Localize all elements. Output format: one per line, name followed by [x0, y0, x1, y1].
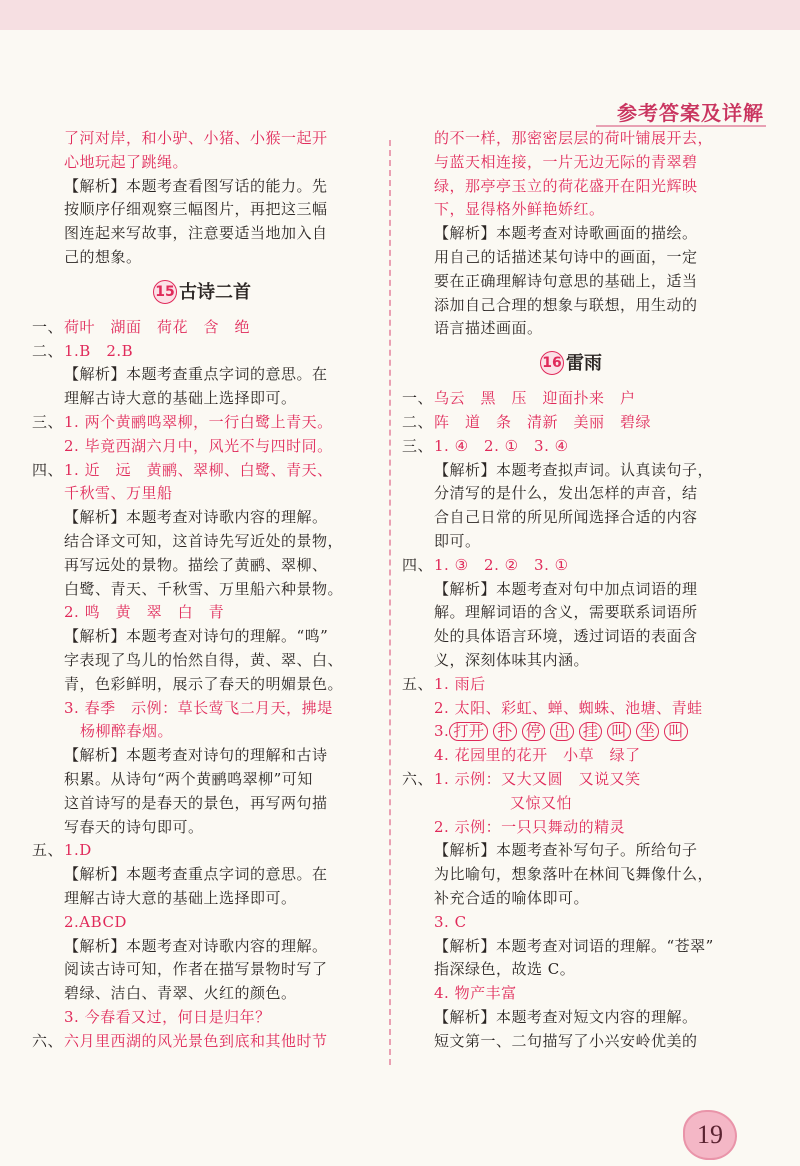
answer-text: 1. 近 远 黄鹂、翠柳、白鹭、青天、 — [64, 460, 333, 479]
lesson-number: 16 — [540, 351, 564, 375]
question-item — [32, 1030, 372, 1054]
answer-line: 4. 物产丰富 — [434, 984, 517, 1003]
analysis-line: 要在正确理解诗句意思的基础上，适当 — [434, 271, 698, 290]
analysis-line: 【解析】本题考查对诗句的理解和古诗 — [64, 746, 328, 765]
answer-line: 4. 花园里的花开 小草 绿了 — [434, 746, 641, 765]
top-band — [0, 0, 800, 30]
circled-word: 扑 — [493, 722, 517, 741]
answer-line: 与蓝天相连接，一片无边无际的青翠碧 — [434, 152, 698, 171]
question-item — [402, 387, 740, 411]
analysis-line: 【解析】本题考查对词语的理解。“苍翠” — [434, 936, 714, 955]
answer-text: 1. 两个黄鹂鸣翠柳，一行白鹭上青天。 — [64, 412, 333, 431]
analysis-line: 处的具体语言环境，透过词语的表面含 — [434, 627, 698, 646]
analysis-line: 青，色彩鲜明，展示了春天的明媚景色。 — [64, 674, 344, 693]
analysis-line: 【解析】本题考查重点字词的意思。在 — [64, 865, 328, 884]
analysis-line: 【解析】本题考查拟声词。认真读句子， — [434, 460, 714, 479]
analysis-line: 【解析】本题考查对句中加点词语的理 — [434, 579, 698, 598]
lesson-heading — [402, 341, 740, 387]
answer-line: 3. 春季 示例：草长莺飞二月天，拂堤 — [64, 698, 333, 717]
answer-text: 1.B 2.B — [64, 341, 134, 360]
page-number-badge: 19 — [683, 1110, 737, 1160]
analysis-line: 字表现了鸟儿的怡然自得，黄、翠、白、 — [64, 650, 344, 669]
answer-line: 千秋雪、万里船 — [64, 484, 173, 503]
answer-text: 1. ④ 2. ① 3. ④ — [434, 436, 569, 455]
answer-line: 杨柳醉春烟。 — [80, 722, 174, 741]
answer-line: 3. 今春看又过，何日是归年？ — [64, 1007, 271, 1026]
lesson-number: 15 — [153, 280, 177, 304]
answer-line: 了河对岸，和小驴、小猪、小猴一起开 — [64, 129, 328, 147]
analysis-line: 合自己日常的所见所闻选择合适的内容 — [434, 508, 698, 527]
circled-word: 打开 — [449, 722, 488, 741]
answer-prefix: 3. — [434, 722, 450, 741]
question-item — [402, 411, 740, 435]
analysis-line: 添加自己合理的想象与联想，用生动的 — [434, 295, 698, 314]
analysis-line: 用自己的话描述某句诗中的画面，一定 — [434, 247, 698, 266]
analysis-line: 理解古诗大意的基础上选择即可。 — [64, 888, 297, 907]
question-item — [32, 340, 372, 364]
question-item — [402, 768, 740, 792]
answer-line: 2. 太阳、彩虹、蝉、蜘蛛、池塘、青蛙 — [434, 698, 703, 717]
analysis-line: 【解析】本题考查对短文内容的理解。 — [434, 1007, 698, 1026]
circled-word: 叫 — [607, 722, 631, 741]
answer-text: 阵 道 条 清新 美丽 碧绿 — [434, 412, 652, 431]
analysis-line: 【解析】本题考查补写句子。所给句子 — [434, 841, 698, 860]
analysis-line: 碧绿、洁白、青翠、火红的颜色。 — [64, 984, 297, 1003]
question-item — [32, 411, 372, 435]
answer-line: 2.ABCD — [64, 912, 127, 931]
lesson-heading — [32, 270, 372, 316]
question-marker: 四、 — [32, 460, 64, 479]
page-header-title: 参考答案及详解 — [617, 101, 764, 125]
answer-text: 1. 示例：又大又圆 又说又笑 — [434, 769, 641, 788]
analysis-line: 补充合适的喻体即可。 — [434, 888, 590, 907]
answer-text: 1. ③ 2. ② 3. ① — [434, 555, 569, 574]
analysis-line: 这首诗写的是春天的景色，再写两句描 — [64, 793, 328, 812]
analysis-line: 【解析】本题考查对诗歌画面的描绘。 — [434, 224, 698, 243]
analysis-line: 即可。 — [434, 531, 481, 550]
circled-word: 坐 — [636, 722, 660, 741]
analysis-line: 结合译文可知，这首诗先写近处的景物， — [64, 531, 344, 550]
column-divider — [389, 140, 391, 1065]
question-item — [402, 554, 740, 578]
answer-line: 又惊又怕 — [510, 793, 573, 812]
question-marker: 一、 — [402, 389, 434, 408]
analysis-line: 积累。从诗句“两个黄鹂鸣翠柳”可知 — [64, 769, 313, 788]
answer-line: 下，显得格外鲜艳娇红。 — [434, 200, 605, 219]
lesson-title: 古诗二首 — [179, 281, 251, 303]
answer-line: 3. C — [434, 912, 467, 931]
question-marker: 六、 — [402, 769, 434, 788]
analysis-line: 【解析】本题考查看图写话的能力。先 — [64, 176, 328, 195]
question-marker: 一、 — [32, 317, 64, 336]
analysis-line: 【解析】本题考查重点字词的意思。在 — [64, 365, 328, 384]
left-column — [32, 127, 372, 1053]
analysis-line: 阅读古诗可知，作者在描写景物时写了 — [64, 960, 328, 979]
analysis-line: 分清写的是什么，发出怎样的声音，结 — [434, 484, 698, 503]
analysis-line: 白鹭、青天、千秋雪、万里船六种景物。 — [64, 579, 344, 598]
circled-word: 挂 — [579, 722, 603, 741]
analysis-line: 为比喻句，想象落叶在林间飞舞像什么， — [434, 865, 714, 884]
analysis-line: 义，深刻体味其内涵。 — [434, 650, 590, 669]
analysis-line: 理解古诗大意的基础上选择即可。 — [64, 389, 297, 408]
analysis-line: 再写远处的景物。描绘了黄鹂、翠柳、 — [64, 555, 328, 574]
answer-line: 2. 毕竟西湖六月中，风光不与四时同。 — [64, 436, 333, 455]
answer-text: 荷叶 湖面 荷花 含 绝 — [64, 317, 251, 336]
circled-words-line — [402, 720, 740, 744]
circled-words — [449, 722, 693, 740]
analysis-line: 解。理解词语的含义，需要联系词语所 — [434, 603, 698, 622]
question-item — [32, 316, 372, 340]
analysis-line: 【解析】本题考查对诗句的理解。“鸣” — [64, 627, 329, 646]
question-marker: 四、 — [402, 555, 434, 574]
answer-line: 心地玩起了跳绳。 — [64, 152, 189, 171]
analysis-line: 己的想象。 — [64, 247, 142, 266]
analysis-line: 按顺序仔细观察三幅图片，再把这三幅 — [64, 200, 328, 219]
question-marker: 三、 — [32, 412, 64, 431]
question-item — [402, 435, 740, 459]
analysis-line: 【解析】本题考查对诗歌内容的理解。 — [64, 936, 328, 955]
question-marker: 二、 — [32, 341, 64, 360]
analysis-line: 短文第一、二句描写了小兴安岭优美的 — [434, 1031, 698, 1050]
answer-line: 2. 鸣 黄 翠 白 青 — [64, 603, 225, 622]
answer-text: 乌云 黑 压 迎面扑来 户 — [434, 389, 636, 408]
answer-text: 六月里西湖的风光景色到底和其他时节 — [64, 1031, 328, 1050]
answer-text: 1.D — [64, 841, 92, 860]
question-marker: 五、 — [32, 841, 64, 860]
analysis-line: 图连起来写故事，注意要适当地加入自 — [64, 224, 328, 243]
circled-word: 叫 — [664, 722, 688, 741]
question-item — [32, 459, 372, 483]
question-item — [402, 673, 740, 697]
analysis-line: 【解析】本题考查对诗歌内容的理解。 — [64, 508, 328, 527]
question-marker: 五、 — [402, 674, 434, 693]
analysis-line: 指深绿色，故选 C。 — [434, 960, 576, 979]
right-column — [402, 127, 740, 1053]
answer-line: 绿，那亭亭玉立的荷花盛开在阳光辉映 — [434, 176, 698, 195]
question-marker: 六、 — [32, 1031, 64, 1050]
answer-line: 的不一样，那密密层层的荷叶铺展开去， — [434, 129, 714, 147]
circled-word: 出 — [550, 722, 574, 741]
question-marker: 二、 — [402, 412, 434, 431]
analysis-line: 写春天的诗句即可。 — [64, 817, 204, 836]
lesson-title: 雷雨 — [566, 353, 602, 375]
answer-line: 2. 示例：一只只舞动的精灵 — [434, 817, 626, 836]
answer-text: 1. 雨后 — [434, 674, 486, 693]
circled-word: 停 — [522, 722, 546, 741]
question-item — [32, 839, 372, 863]
question-marker: 三、 — [402, 436, 434, 455]
analysis-line: 语言描述画面。 — [434, 319, 543, 338]
